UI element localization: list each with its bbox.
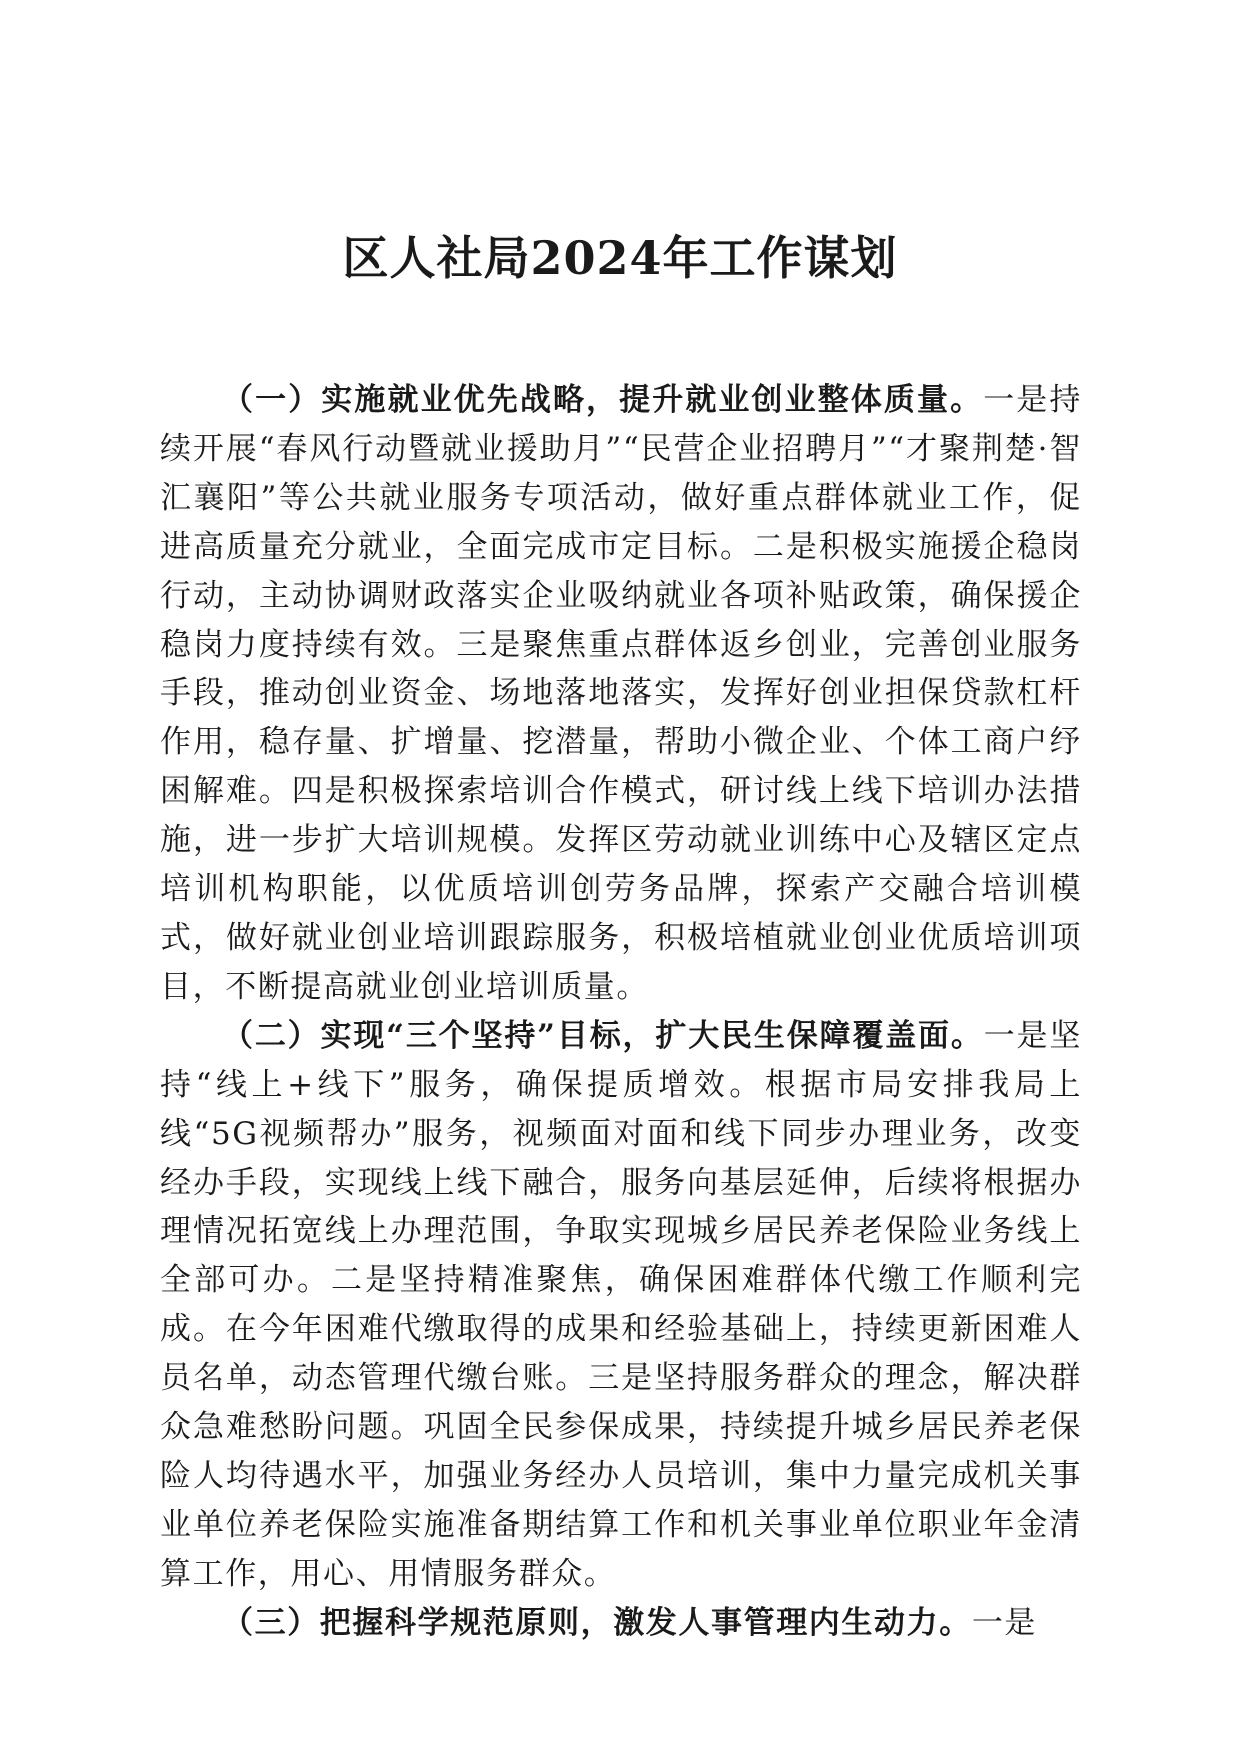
document-body bbox=[160, 376, 1082, 1648]
section-text: 一是坚持“线上+线下”服务，确保提质增效。根据市局安排我局上线“5G视频帮办”服务，视频面对面和线下同步办理业务，改变经办手段，实现线上线下融合，服务向基层延伸，后续将根据办理情况拓宽线上办理范围，争取实现城乡居民养老保险业务线上全部可办。二是坚持精准聚焦，确保困难群体代缴工作顺利完成。在今年困难代缴取得的成果和经验基础上，持续更新困难人员名单，动态管理代缴台账。三是坚持服务群众的理念，解决群众急难愁盼问题。巩固全民参保成果，持续提升城乡居民养老保险人均待遇水平，加强业务经办人员培训，集中力量完成机关事业单位养老保险实施准备期结算工作和机关事业单位职业年金清算工作，用心、用情服务群众。 bbox=[160, 1017, 1082, 1592]
section-heading: （二）实现“三个坚持”目标，扩大民生保障覆盖面。 bbox=[222, 1017, 984, 1054]
section-heading: （三）把握科学规范原则，激发人事管理内生动力。 bbox=[222, 1604, 972, 1641]
section-text: 一是 bbox=[971, 1604, 1038, 1641]
section-paragraph bbox=[160, 376, 1082, 1012]
section-paragraph bbox=[160, 1599, 1082, 1648]
document-title: 区人社局2024年工作谋划 bbox=[342, 231, 898, 285]
section-paragraph bbox=[160, 1012, 1082, 1599]
section-text: 一是持续开展“春风行动暨就业援助月”“民营企业招聘月”“才聚荆楚·智汇襄阳”等公共就业服务专项活动，做好重点群体就业工作，促进高质量充分就业，全面完成市定目标。二是积极实施援企稳岗行动，主动协调财政落实企业吸纳就业各项补贴政策，确保援企稳岗力度持续有效。三是聚焦重点群体返乡创业，完善创业服务手段，推动创业资金、场地落地落实，发挥好创业担保贷款杠杆作用，稳存量、扩增量、挖潜量，帮助小微企业、个体工商户纾困解难。四是积极探索培训合作模式，研讨线上线下培训办法措施，进一步扩大培训规模。发挥区劳动就业训练中心及辖区定点培训机构职能，以优质培训创劳务品牌，探索产交融合培训模式，做好就业创业培训跟踪服务，积极培植就业创业优质培训项目，不断提高就业创业培训质量。 bbox=[160, 382, 1082, 1005]
section-heading: （一）实施就业优先战略，提升就业创业整体质量。 bbox=[222, 382, 984, 418]
